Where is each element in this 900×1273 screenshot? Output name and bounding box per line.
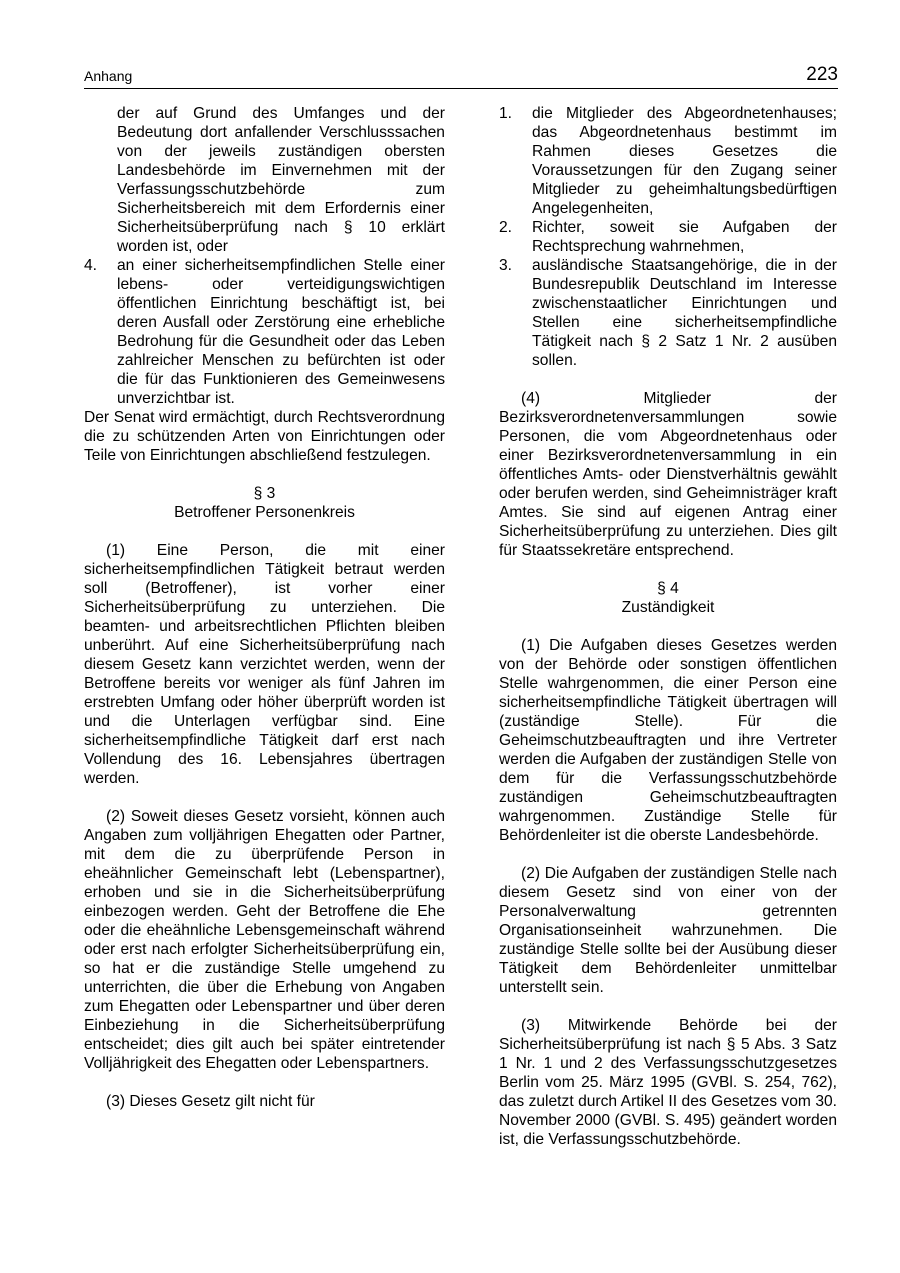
list-text: ausländische Staatsangehörige, die in der Bundesrepublik Deutschland im Interesse zwischenstaatlicher Einrichtungen und Stellen eine sicherheitsempfindliche Tätigkeit nach § 2 Satz 1 Nr. 2 ausüben sollen.: [532, 257, 837, 369]
list-item: [84, 256, 445, 408]
exclusion-list: [499, 104, 837, 370]
list-item: [499, 104, 837, 218]
paragraph: (1) Die Aufgaben dieses Gesetzes werden von der Behörde oder sonstigen öffentlichen Stelle wahrgenommen, die einer Person eine sicherheitsempfindliche Tätigkeit übertragen will (zuständige Stelle). Für die Geheimschutzbeauftragten und ihre Vertreter werden die Aufgaben der zuständigen Stelle von dem für die Verfassungsschutzbehörde zuständigen Geheimschutzbeauftragten wahrgenommen. Zuständige Stelle für Behördenleiter ist die oberste Landesbehörde.: [499, 637, 837, 844]
list-text: an einer sicherheitsempfindlichen Stelle einer lebens- oder verteidigungswichtigen öffentlichen Einrichtung beschäftigt ist, bei deren Ausfall oder Zerstörung eine erhebliche Bedrohung für die Gesundheit oder das Leben zahlreicher Menschen zu befürchten ist oder die für das Funktionieren des Gemeinwesens unverzichtbar ist.: [117, 257, 445, 407]
left-column: [84, 104, 445, 1111]
list-number: 2.: [499, 219, 513, 236]
list-text: die Mitglieder des Abgeordnetenhauses; das Abgeordnetenhaus bestimmt im Rahmen dieses Gesetzes die Voraussetzungen für den Zugang seiner Mitglieder zu geheimhaltungsbedürftigen Angelegenheiten,: [532, 105, 837, 217]
section-number: § 4: [657, 580, 679, 597]
section-title: Betroffener Personenkreis: [174, 504, 355, 521]
list-number: 1.: [499, 105, 513, 122]
page-number: 223: [806, 64, 838, 85]
paragraph: (1) Eine Person, die mit einer sicherheitsempfindlichen Tätigkeit betraut werden soll (Betroffener), ist vorher einer Sicherheitsüberprüfung zu unterziehen. Die beamten- und arbeitsrechtlichen Pflichten bleiben unberührt. Auf eine Sicherheitsüberprüfung nach diesem Gesetz kann verzichtet werden, wenn der Betroffene bereits vor weniger als fünf Jahren im erstrebten Umfang oder höher überprüft worden ist und die Unterlagen verfügbar sind. Eine sicherheitsempfindliche Tätigkeit darf erst nach Vollendung des 16. Lebensjahres übertragen werden.: [84, 542, 445, 787]
paragraph: (2) Soweit dieses Gesetz vorsieht, können auch Angaben zum volljährigen Ehegatten oder Partner, mit dem die zu überprüfende Person in eheähnlicher Gemeinschaft lebt (Lebenspartner), erhoben und sie in die Sicherheitsüberprüfung einbezogen werden. Geht der Betroffene die Ehe oder die eheähnliche Lebensgemeinschaft während oder erst nach erfolgter Sicherheitsüberprüfung ein, so hat er die zuständige Stelle umgehend zu unterrichten, die über die Erhebung von Angaben zum Ehegatten oder Lebenspartner und über deren Einbeziehung in die Sicherheitsüberprüfung entscheidet; dies gilt auch bei später eintretender Volljährigkeit des Ehegatten oder Lebenspartners.: [84, 808, 445, 1072]
section-number: § 3: [253, 485, 276, 502]
list-item: [499, 256, 837, 370]
paragraph: (4) Mitglieder der Bezirksverordnetenversammlungen sowie Personen, die vom Abgeordnetenhaus oder einer Bezirksverordnetenversammlung in ein öffentliches Amts- oder Dienstverhältnis gewählt oder berufen werden, sind Geheimnisträger kraft Amtes. Sie sind auf eigenen Antrag einer Sicherheitsüberprüfung zu unterziehen. Dies gilt für Staatssekretäre entsprechend.: [499, 390, 837, 559]
right-column: [499, 104, 837, 1149]
list-number: 4.: [84, 257, 98, 274]
page-header: [84, 62, 838, 89]
paragraph: (3) Dieses Gesetz gilt nicht für: [106, 1093, 315, 1110]
paragraph: (2) Die Aufgaben der zuständigen Stelle nach diesem Gesetz sind von einer von der Personalverwaltung getrennten Organisationseinheit wahrzunehmen. Die zuständige Stelle sollte bei der Ausübung dieser Tätigkeit dem Behördenleiter unmittelbar unterstellt sein.: [499, 865, 837, 996]
list-item: [499, 218, 837, 256]
list-text: Richter, soweit sie Aufgaben der Rechtsprechung wahrnehmen,: [532, 219, 837, 255]
paragraph: (3) Mitwirkende Behörde bei der Sicherheitsüberprüfung ist nach § 5 Abs. 3 Satz 1 Nr. 1 und 2 des Verfassungsschutzgesetzes Berlin vom 25. März 1995 (GVBl. S. 254, 762), das zuletzt durch Artikel II des Gesetzes vom 30. November 2000 (GVBl. S. 495) geändert worden ist, die Verfassungsschutzbehörde.: [499, 1017, 837, 1148]
list-number: 3.: [499, 257, 513, 274]
paragraph: Der Senat wird ermächtigt, durch Rechtsverordnung die zu schützenden Arten von Einrichtungen oder Teile von Einrichtungen abschließend festzulegen.: [84, 409, 445, 464]
running-head: Anhang: [84, 68, 133, 84]
list-item-3-continuation: der auf Grund des Umfanges und der Bedeutung dort anfallender Verschlusssachen von der jeweils zuständigen obersten Landesbehörde im Einvernehmen mit der Verfassungsschutzbehörde zum Sicherheitsbereich mit dem Erfordernis einer Sicherheitsüberprüfung nach § 10 erklärt worden ist, oder: [117, 105, 445, 255]
section-title: Zuständigkeit: [621, 599, 715, 616]
